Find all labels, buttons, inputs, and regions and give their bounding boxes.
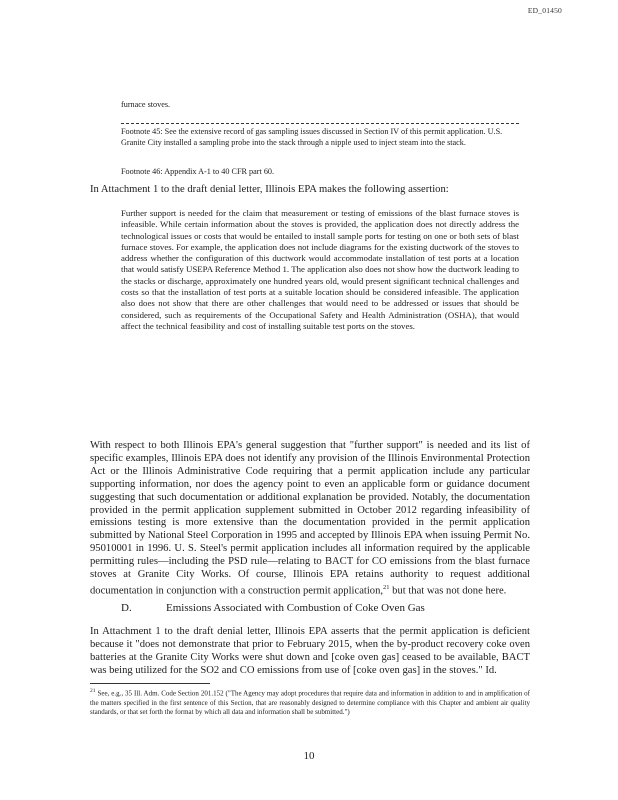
section-d-heading <box>121 602 521 615</box>
page-number: 10 <box>303 750 315 762</box>
paragraph-2-end: but that was not done here. <box>389 585 507 597</box>
quote-footnote-45: Footnote 45: See the extensive record of gas sampling issues discussed in Section IV of this permit application. U.S. Granite City installed a sampling probe into the stack through a nipple used to inject steam into the stack. <box>121 127 503 147</box>
section-d-title: Emissions Associated with Combustion of Coke Oven Gas <box>166 602 425 614</box>
footnote-21-number: 21 <box>90 688 96 694</box>
footnote-ref-21[interactable]: 21 <box>383 583 390 591</box>
block-quote: Further support is needed for the claim that measurement or testing of emissions of the blast furnace stoves is infeasible. While certain information about the stoves is provided, the application does not directly address the technological issues or costs that would be entailed to install sample ports for testing on one or both sets of blast furnace stoves. For example, the application does not include diagrams for the existing ductwork of the stoves to address whether the configuration of this ductwork would accommodate installation of test ports at a location that would satisfy USEPA Reference Method 1. The application also does not show how the ductwork leading to the stacks or discharge, approximately one hundred years old, would present significant technical challenges and costs so that the installation of test ports at a suitable location should be considered infeasible. The application also does not show that there are other challenges that would need to be addressed or issues that should be considered, such as requirements of the Occupational Safety and Health Administration (OSHA), that would affect the technical feasibility and cost of installing suitable test ports on the stoves. <box>121 208 519 331</box>
document-id: ED_01450 <box>527 6 562 15</box>
section-d-number: D. <box>121 602 132 614</box>
footnote-divider <box>90 683 210 684</box>
paragraph-2-text: With respect to both Illinois EPA's general suggestion that "further support" is needed and its list of specific examples, Illinois EPA does not identify any provision of the Illinois Environmental Protection Act or the Illinois Administrative Code requiring that a permit application include any particular supporting information, nor does the agency point to even an applicable form or guidance document suggesting that such documentation or additional explanation be provided. Notably, the documentation provided in the permit application supplement submitted in October 2012 regarding infeasibility of emissions testing is more extensive than the documentation provided in the permit application submitted by National Steel Corporation in 1995 and accepted by Illinois EPA when issuing Permit No. 95010001 in 1996. U. S. Steel's permit application includes all information required by the applicable permitting rules—including the PSD rule—relating to BACT for CO emissions from the blast furnace stoves at Granite City Works. Of course, Illinois EPA retains authority to request additional documentation in conjunction with a construction permit application, <box>90 440 530 597</box>
intro-paragraph: In Attachment 1 to the draft denial letter, Illinois EPA makes the following assertion: <box>90 184 449 195</box>
paragraph-2 <box>90 440 530 598</box>
quote-footnote-46: Footnote 46: Appendix A-1 to 40 CFR part 60. <box>121 167 275 176</box>
paragraph-3: In Attachment 1 to the draft denial letter, Illinois EPA asserts that the permit application is deficient because it "does not demonstrate that prior to February 2015, when the by-product recovery coke oven batteries at the Granite City Works were shut down and [coke oven gas] ceased to be available, BACT was being utilized for the SO2 and CO emissions from use of [coke oven gas] in the stoves." Id. <box>90 626 530 676</box>
footnote-21-text: See, e.g., 35 Ill. Adm. Code Section 201.152 ("The Agency may adopt procedures that require data and information in addition to and in amplification of the matters specified in the first sentence of this Section, that are reasonably designed to determine compliance with this Chapter and ambient air quality standards, or that set forth the format by which all data and information shall be submitted.") <box>90 689 530 716</box>
quote-continuation: furnace stoves. <box>121 100 171 109</box>
footnote-21 <box>90 687 530 717</box>
quote-footnote-divider <box>121 123 519 124</box>
